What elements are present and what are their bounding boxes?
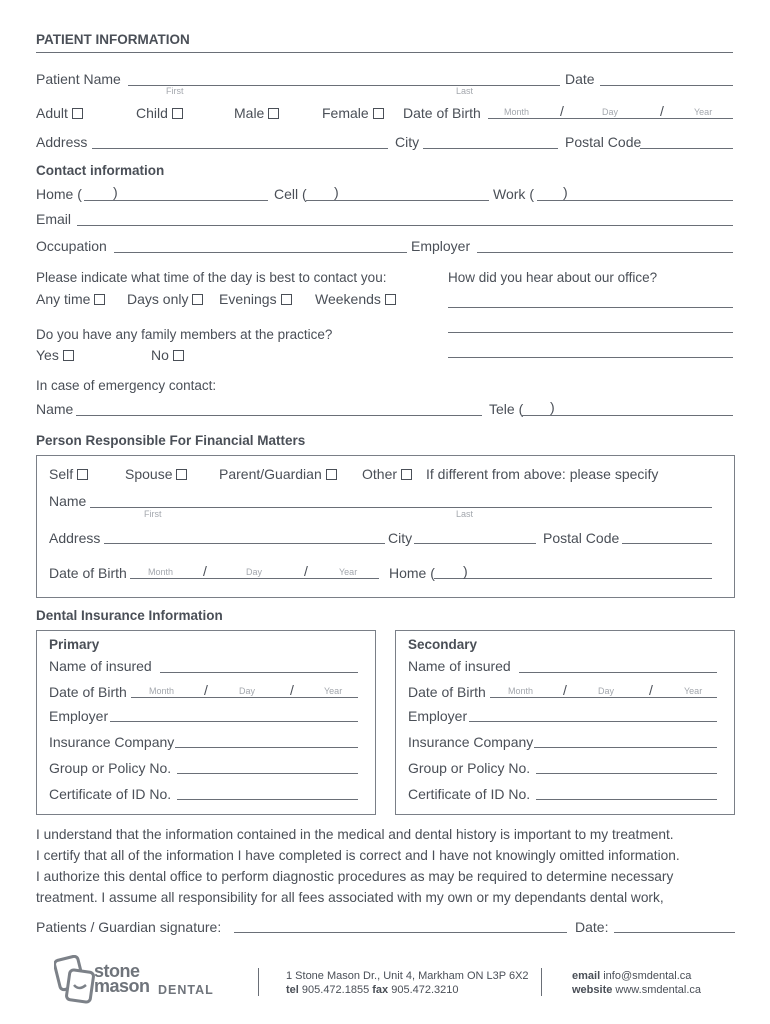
secondary-company-label: Insurance Company <box>408 734 534 750</box>
signature-field[interactable] <box>234 932 567 933</box>
dob-slash-2: / <box>660 103 664 119</box>
tele-phone-label <box>489 401 523 417</box>
contact-time-question: Please indicate what time of the day is best to contact you: <box>36 270 387 285</box>
work-phone-field[interactable] <box>537 200 733 201</box>
cell-paren-close: ) <box>334 184 339 200</box>
no-label: No <box>151 347 169 363</box>
financial-year-hint: Year <box>339 567 358 577</box>
consent-line-1: I understand that the information contained in the medical and dental history is important to my treatment. <box>36 827 674 842</box>
tele-paren-close: ) <box>550 399 555 415</box>
emergency-contact-label: In case of emergency contact: <box>36 378 217 393</box>
adult-option[interactable] <box>36 105 83 121</box>
address-label: Address <box>36 134 88 150</box>
home-label: Home <box>36 186 74 202</box>
secondary-certificate-field[interactable] <box>536 799 717 800</box>
child-option[interactable] <box>136 105 183 121</box>
email-field[interactable] <box>77 225 733 226</box>
day-hint: Day <box>602 107 619 117</box>
website-label: website <box>572 984 613 996</box>
primary-name-insured-field[interactable] <box>160 672 358 673</box>
any-time-option[interactable] <box>36 291 105 307</box>
home-paren-close: ) <box>113 184 118 200</box>
other-label: Other <box>362 466 398 482</box>
fax-label: fax <box>372 984 389 996</box>
logo-dental: DENTAL <box>158 983 214 997</box>
no-checkbox[interactable] <box>173 350 184 361</box>
paren-open: ( <box>518 401 524 417</box>
primary-month-hint: Month <box>149 686 175 696</box>
no-option[interactable] <box>151 347 184 363</box>
financial-city-label: City <box>388 530 413 546</box>
email-value[interactable]: info@smdental.ca <box>603 970 692 982</box>
secondary-year-hint: Year <box>684 686 703 696</box>
parent-checkbox[interactable] <box>326 469 337 480</box>
secondary-company-field[interactable] <box>534 747 717 748</box>
weekends-option[interactable] <box>315 291 396 307</box>
financial-home-phone-label <box>389 565 435 581</box>
primary-day-hint: Day <box>239 686 256 696</box>
last-hint: Last <box>456 86 474 96</box>
female-checkbox[interactable] <box>373 108 384 119</box>
city-label: City <box>395 134 420 150</box>
secondary-employer-field[interactable] <box>469 721 717 722</box>
evenings-option[interactable] <box>219 291 292 307</box>
primary-company-label: Insurance Company <box>49 734 175 750</box>
adult-checkbox[interactable] <box>72 108 83 119</box>
parent-label: Parent/Guardian <box>219 466 322 482</box>
financial-heading: Person Responsible For Financial Matters <box>36 433 306 448</box>
primary-dob-slash-1: / <box>204 682 208 698</box>
self-checkbox[interactable] <box>77 469 88 480</box>
footer-website <box>572 984 701 996</box>
family-question: Do you have any family members at the practice? <box>36 327 333 342</box>
dob-field[interactable] <box>488 118 733 119</box>
postal-code-label: Postal Code <box>565 134 642 150</box>
work-label: Work <box>493 186 526 202</box>
paren-open: ( <box>529 186 534 202</box>
spouse-option[interactable] <box>125 466 187 482</box>
primary-group-field[interactable] <box>177 773 358 774</box>
title-rule <box>36 52 733 53</box>
financial-address-label: Address <box>49 530 101 546</box>
any-time-checkbox[interactable] <box>94 294 105 305</box>
cell-label: Cell <box>274 186 299 202</box>
primary-employer-field[interactable] <box>110 721 358 722</box>
secondary-group-label: Group or Policy No. <box>408 760 531 776</box>
consent-paragraph <box>36 824 741 908</box>
male-checkbox[interactable] <box>268 108 279 119</box>
primary-name-insured-label: Name of insured <box>49 658 152 674</box>
footer-phone <box>286 984 459 996</box>
work-paren-close: ) <box>563 184 568 200</box>
secondary-month-hint: Month <box>508 686 534 696</box>
financial-city-field[interactable] <box>414 543 536 544</box>
days-only-checkbox[interactable] <box>192 294 203 305</box>
female-option[interactable] <box>322 105 384 121</box>
primary-certificate-field[interactable] <box>177 799 358 800</box>
other-checkbox[interactable] <box>401 469 412 480</box>
financial-postal-field[interactable] <box>622 543 712 544</box>
tele-field[interactable] <box>521 415 733 416</box>
child-checkbox[interactable] <box>172 108 183 119</box>
contact-heading: Contact information <box>36 163 165 178</box>
first-hint: First <box>166 86 184 96</box>
financial-name-field[interactable] <box>90 507 712 508</box>
date-label: Date <box>565 71 595 87</box>
hear-about-question: How did you hear about our office? <box>448 270 658 285</box>
signature-date-field[interactable] <box>614 932 735 933</box>
yes-label: Yes <box>36 347 59 363</box>
financial-address-field[interactable] <box>104 543 385 544</box>
insurance-heading: Dental Insurance Information <box>36 608 223 623</box>
email-label: email <box>572 970 601 982</box>
financial-dob-field[interactable] <box>130 578 379 579</box>
email-label: Email <box>36 211 72 227</box>
primary-dob-label: Date of Birth <box>49 684 127 700</box>
paren-open: ( <box>77 186 82 202</box>
footer-divider-2 <box>541 968 542 996</box>
signature-date-label: Date: <box>575 919 609 935</box>
logo <box>54 955 234 1015</box>
footer-email <box>572 970 691 982</box>
other-option[interactable] <box>362 466 412 482</box>
yes-option[interactable] <box>36 347 74 363</box>
address-field[interactable] <box>92 148 388 149</box>
postal-code-field[interactable] <box>640 148 733 149</box>
tooth-logo-icon <box>54 955 98 1007</box>
paren-open: ( <box>430 565 435 581</box>
work-phone-label <box>493 186 534 202</box>
evenings-label: Evenings <box>219 291 277 307</box>
secondary-dob-slash-2: / <box>649 682 653 698</box>
footer-divider-1 <box>258 968 259 996</box>
website-value[interactable]: www.smdental.ca <box>615 984 702 996</box>
logo-stone: stone <box>94 961 140 981</box>
hear-about-line-2[interactable] <box>448 332 733 333</box>
hear-about-line-1[interactable] <box>448 307 733 308</box>
primary-dob-field[interactable] <box>131 697 358 698</box>
child-label: Child <box>136 105 168 121</box>
patient-name-label: Patient Name <box>36 71 121 87</box>
footer-address: 1 Stone Mason Dr., Unit 4, Markham ON L3P 6X2 <box>286 970 529 982</box>
home-phone-field[interactable] <box>84 200 268 201</box>
cell-phone-label <box>274 186 307 202</box>
adult-label: Adult <box>36 105 68 121</box>
financial-postal-label: Postal Code <box>543 530 620 546</box>
days-only-option[interactable] <box>127 291 203 307</box>
financial-day-hint: Day <box>246 567 263 577</box>
financial-dob-slash-2: / <box>304 563 308 579</box>
employer-field[interactable] <box>477 252 733 253</box>
female-label: Female <box>322 105 369 121</box>
financial-home-label: Home <box>389 565 427 581</box>
hear-about-line-3[interactable] <box>448 357 733 358</box>
dob-slash-1: / <box>560 103 564 119</box>
financial-home-field[interactable] <box>434 578 712 579</box>
male-option[interactable] <box>234 105 279 121</box>
secondary-heading: Secondary <box>408 637 478 652</box>
dob-label: Date of Birth <box>403 105 481 121</box>
secondary-employer-label: Employer <box>408 708 468 724</box>
weekends-checkbox[interactable] <box>385 294 396 305</box>
specify-note: If different from above: please specify <box>426 466 659 482</box>
logo-mason: mason <box>94 976 150 996</box>
primary-dob-slash-2: / <box>290 682 294 698</box>
secondary-name-insured-field[interactable] <box>519 672 717 673</box>
paren-open: ( <box>302 186 307 202</box>
evenings-checkbox[interactable] <box>281 294 292 305</box>
primary-certificate-label: Certificate of ID No. <box>49 786 172 802</box>
self-option[interactable] <box>49 466 88 482</box>
financial-month-hint: Month <box>148 567 174 577</box>
secondary-group-field[interactable] <box>536 773 717 774</box>
month-hint: Month <box>504 107 530 117</box>
city-field[interactable] <box>423 148 558 149</box>
patient-name-field[interactable] <box>128 85 560 86</box>
emergency-name-field[interactable] <box>76 415 482 416</box>
fax-value: 905.472.3210 <box>391 984 459 996</box>
consent-line-3: I authorize this dental office to perform diagnostic procedures as may be required to determine necessary <box>36 869 674 884</box>
secondary-dob-slash-1: / <box>563 682 567 698</box>
secondary-certificate-label: Certificate of ID No. <box>408 786 531 802</box>
secondary-name-insured-label: Name of insured <box>408 658 511 674</box>
primary-year-hint: Year <box>324 686 343 696</box>
spouse-label: Spouse <box>125 466 173 482</box>
signature-label: Patients / Guardian signature: <box>36 919 222 935</box>
occupation-field[interactable] <box>114 252 407 253</box>
any-time-label: Any time <box>36 291 91 307</box>
financial-home-paren-close: ) <box>463 563 468 579</box>
financial-first-hint: First <box>144 509 162 519</box>
weekends-label: Weekends <box>315 291 381 307</box>
date-field[interactable] <box>600 85 733 86</box>
page-title: PATIENT INFORMATION <box>36 32 190 47</box>
financial-name-label: Name <box>49 493 87 509</box>
male-label: Male <box>234 105 265 121</box>
primary-group-label: Group or Policy No. <box>49 760 172 776</box>
secondary-day-hint: Day <box>598 686 615 696</box>
home-phone-label <box>36 186 82 202</box>
primary-company-field[interactable] <box>175 747 358 748</box>
days-only-label: Days only <box>127 291 189 307</box>
tel-value: 905.472.1855 <box>301 984 370 996</box>
year-hint: Year <box>694 107 713 117</box>
employer-label: Employer <box>411 238 471 254</box>
consent-line-4: treatment. I assume all responsibility for all fees associated with my own or my dependants dental work, <box>36 890 664 905</box>
secondary-dob-field[interactable] <box>490 697 717 698</box>
spouse-checkbox[interactable] <box>176 469 187 480</box>
financial-last-hint: Last <box>456 509 474 519</box>
secondary-dob-label: Date of Birth <box>408 684 486 700</box>
parent-guardian-option[interactable] <box>219 466 337 482</box>
tele-label: Tele <box>489 401 515 417</box>
financial-dob-slash-1: / <box>203 563 207 579</box>
tel-label: tel <box>286 984 299 996</box>
yes-checkbox[interactable] <box>63 350 74 361</box>
emergency-name-label: Name <box>36 401 74 417</box>
occupation-label: Occupation <box>36 238 107 254</box>
primary-employer-label: Employer <box>49 708 109 724</box>
consent-line-2: I certify that all of the information I have completed is correct and I have not knowingly omitted information. <box>36 848 680 863</box>
cell-phone-field[interactable] <box>306 200 489 201</box>
primary-heading: Primary <box>49 637 100 652</box>
self-label: Self <box>49 466 74 482</box>
financial-dob-label: Date of Birth <box>49 565 127 581</box>
